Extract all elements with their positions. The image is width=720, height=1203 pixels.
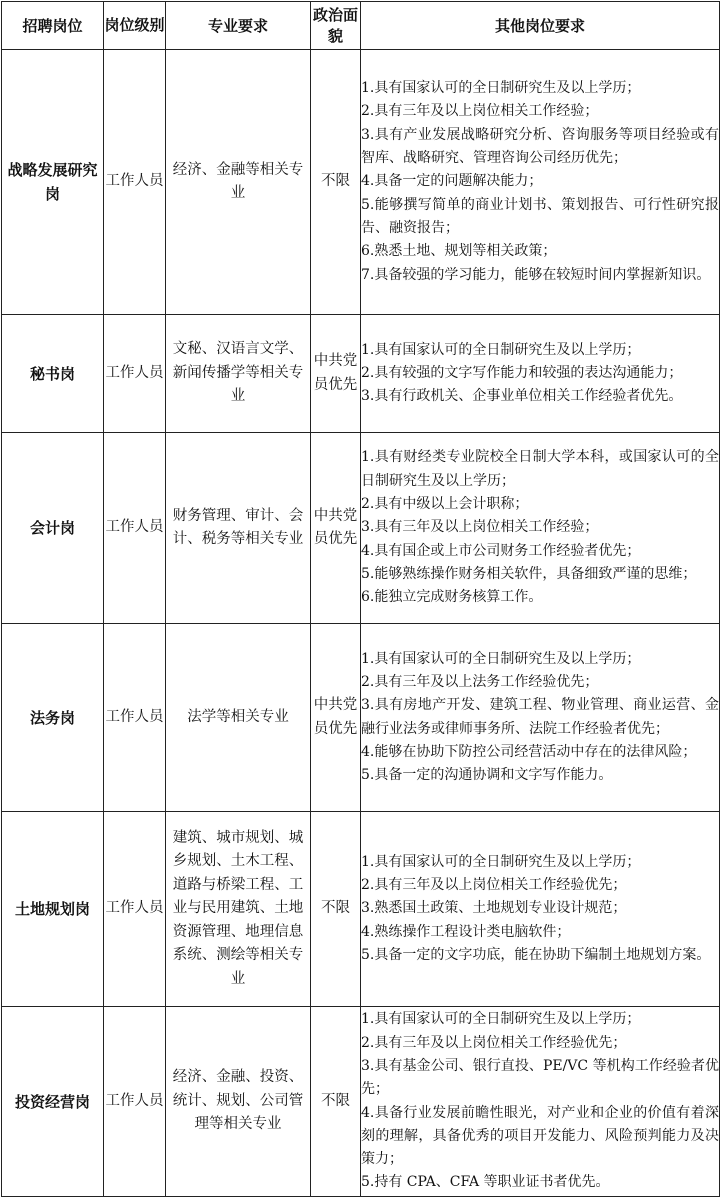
requirement-item: 1.具有国家认可的全日制研究生及以上学历； [361, 341, 641, 358]
header-position: 招聘岗位 [2, 2, 104, 50]
header-row [2, 2, 720, 50]
table-row [2, 433, 720, 624]
other-requirements [361, 812, 720, 1007]
requirement-item: 4.具有国企或上市公司财务工作经验者优先； [361, 542, 641, 559]
political-status: 中共党员优先 [311, 433, 361, 624]
requirement-item: 2.具有三年及以上岗位相关工作经验优先； [361, 877, 627, 894]
position-title: 法务岗 [2, 624, 104, 812]
major-requirement: 经济、金融等相关专业 [166, 50, 311, 315]
major-requirement: 建筑、城市规划、城乡规划、土木工程、道路与桥梁工程、工业与民用建筑、土地资源管理、地理信息系统、测绘等相关专业 [166, 812, 311, 1007]
other-requirements [361, 1007, 720, 1197]
header-other-requirements: 其他岗位要求 [361, 2, 720, 50]
position-title: 投资经营岗 [2, 1007, 104, 1197]
other-requirements [361, 433, 720, 624]
position-title: 会计岗 [2, 433, 104, 624]
requirement-item: 3.具有产业发展战略研究分析、咨询服务等项目经验或有智库、战略研究、管理咨询公司经历优先； [361, 126, 719, 167]
requirement-item: 1.具有国家认可的全日制研究生及以上学历； [361, 650, 641, 667]
requirement-item: 4.熟练操作工程设计类电脑软件； [361, 923, 571, 940]
requirement-item: 4.能够在协助下防控公司经营活动中存在的法律风险； [361, 743, 697, 760]
political-status: 中共党员优先 [311, 315, 361, 433]
requirement-item: 3.熟悉国土政策、土地规划专业设计规范； [361, 900, 627, 917]
requirement-item: 5.持有 CPA、CFA 等职业证书者优先。 [361, 1174, 610, 1191]
position-level: 工作人员 [104, 433, 166, 624]
requirement-item: 5.能够撰写简单的商业计划书、策划报告、可行性研究报告、融资报告； [361, 196, 719, 236]
other-requirements [361, 624, 720, 812]
position-level: 工作人员 [104, 812, 166, 1007]
political-status: 不限 [311, 1007, 361, 1197]
position-level: 工作人员 [104, 624, 166, 812]
requirement-item: 4.具备一定的问题解决能力； [361, 173, 543, 190]
requirement-item: 5.能够熟练操作财务相关软件，具备细致严谨的思维； [361, 565, 697, 582]
requirement-item: 2.具有中级以上会计职称； [361, 496, 529, 513]
position-level: 工作人员 [104, 315, 166, 433]
header-political: 政治面貌 [311, 2, 361, 50]
requirement-item: 6.熟悉土地、规划等相关政策； [361, 243, 557, 260]
table-body [2, 50, 720, 1197]
position-level: 工作人员 [104, 1007, 166, 1197]
requirement-item: 1.具有财经类专业院校全日制大学本科，或国家认可的全日制研究生及以上学历； [361, 449, 719, 489]
requirement-item: 1.具有国家认可的全日制研究生及以上学历； [361, 80, 641, 97]
major-requirement: 法学等相关专业 [166, 624, 311, 812]
requirement-item: 1.具有国家认可的全日制研究生及以上学历； [361, 853, 641, 870]
requirement-item: 4.具备行业发展前瞻性眼光，对产业和企业的价值有着深刻的理解，具备优秀的项目开发能力、风险预判能力及决策力； [361, 1104, 719, 1168]
table-row [2, 812, 720, 1007]
position-title: 土地规划岗 [2, 812, 104, 1007]
recruitment-table [1, 1, 720, 1197]
requirement-item: 6.能独立完成财务核算工作。 [361, 589, 543, 606]
requirement-item: 2.具有三年及以上法务工作经验优先； [361, 673, 599, 690]
requirement-item: 5.具备一定的沟通协调和文字写作能力。 [361, 767, 613, 784]
requirement-item: 3.具有房地产开发、建筑工程、物业管理、商业运营、金融行业法务或律师事务所、法院工作经验者优先； [361, 697, 719, 737]
table-row [2, 624, 720, 812]
header-level: 岗位级别 [104, 2, 166, 50]
other-requirements [361, 315, 720, 433]
requirement-item: 3.具有基金公司、银行直投、PE/VC 等机构工作经验者优先； [361, 1057, 719, 1098]
political-status: 不限 [311, 812, 361, 1007]
requirement-item: 2.具有三年及以上岗位相关工作经验； [361, 103, 599, 120]
other-requirements [361, 50, 720, 315]
position-title: 秘书岗 [2, 315, 104, 433]
requirement-item: 3.具有三年及以上岗位相关工作经验； [361, 519, 599, 536]
table-row [2, 50, 720, 315]
major-requirement: 文秘、汉语言文学、新闻传播学等相关专业 [166, 315, 311, 433]
table-row [2, 1007, 720, 1197]
political-status: 中共党员优先 [311, 624, 361, 812]
requirement-item: 1.具有国家认可的全日制研究生及以上学历； [361, 1011, 641, 1028]
requirement-item: 5.具备一定的文字功底，能在协助下编制土地规划方案。 [361, 946, 711, 963]
political-status: 不限 [311, 50, 361, 315]
position-title: 战略发展研究岗 [2, 50, 104, 315]
requirement-item: 7.具备较强的学习能力，能够在较短时间内掌握新知识。 [361, 266, 711, 283]
requirement-item: 2.具有三年及以上岗位相关工作经验优先； [361, 1034, 627, 1051]
table-row [2, 315, 720, 433]
header-major: 专业要求 [166, 2, 311, 50]
position-level: 工作人员 [104, 50, 166, 315]
requirement-item: 3.具有行政机关、企事业单位相关工作经验者优先。 [361, 388, 683, 405]
major-requirement: 财务管理、审计、会计、税务等相关专业 [166, 433, 311, 624]
major-requirement: 经济、金融、投资、统计、规划、公司管理等相关专业 [166, 1007, 311, 1197]
requirement-item: 2.具有较强的文字写作能力和较强的表达沟通能力； [361, 364, 683, 381]
